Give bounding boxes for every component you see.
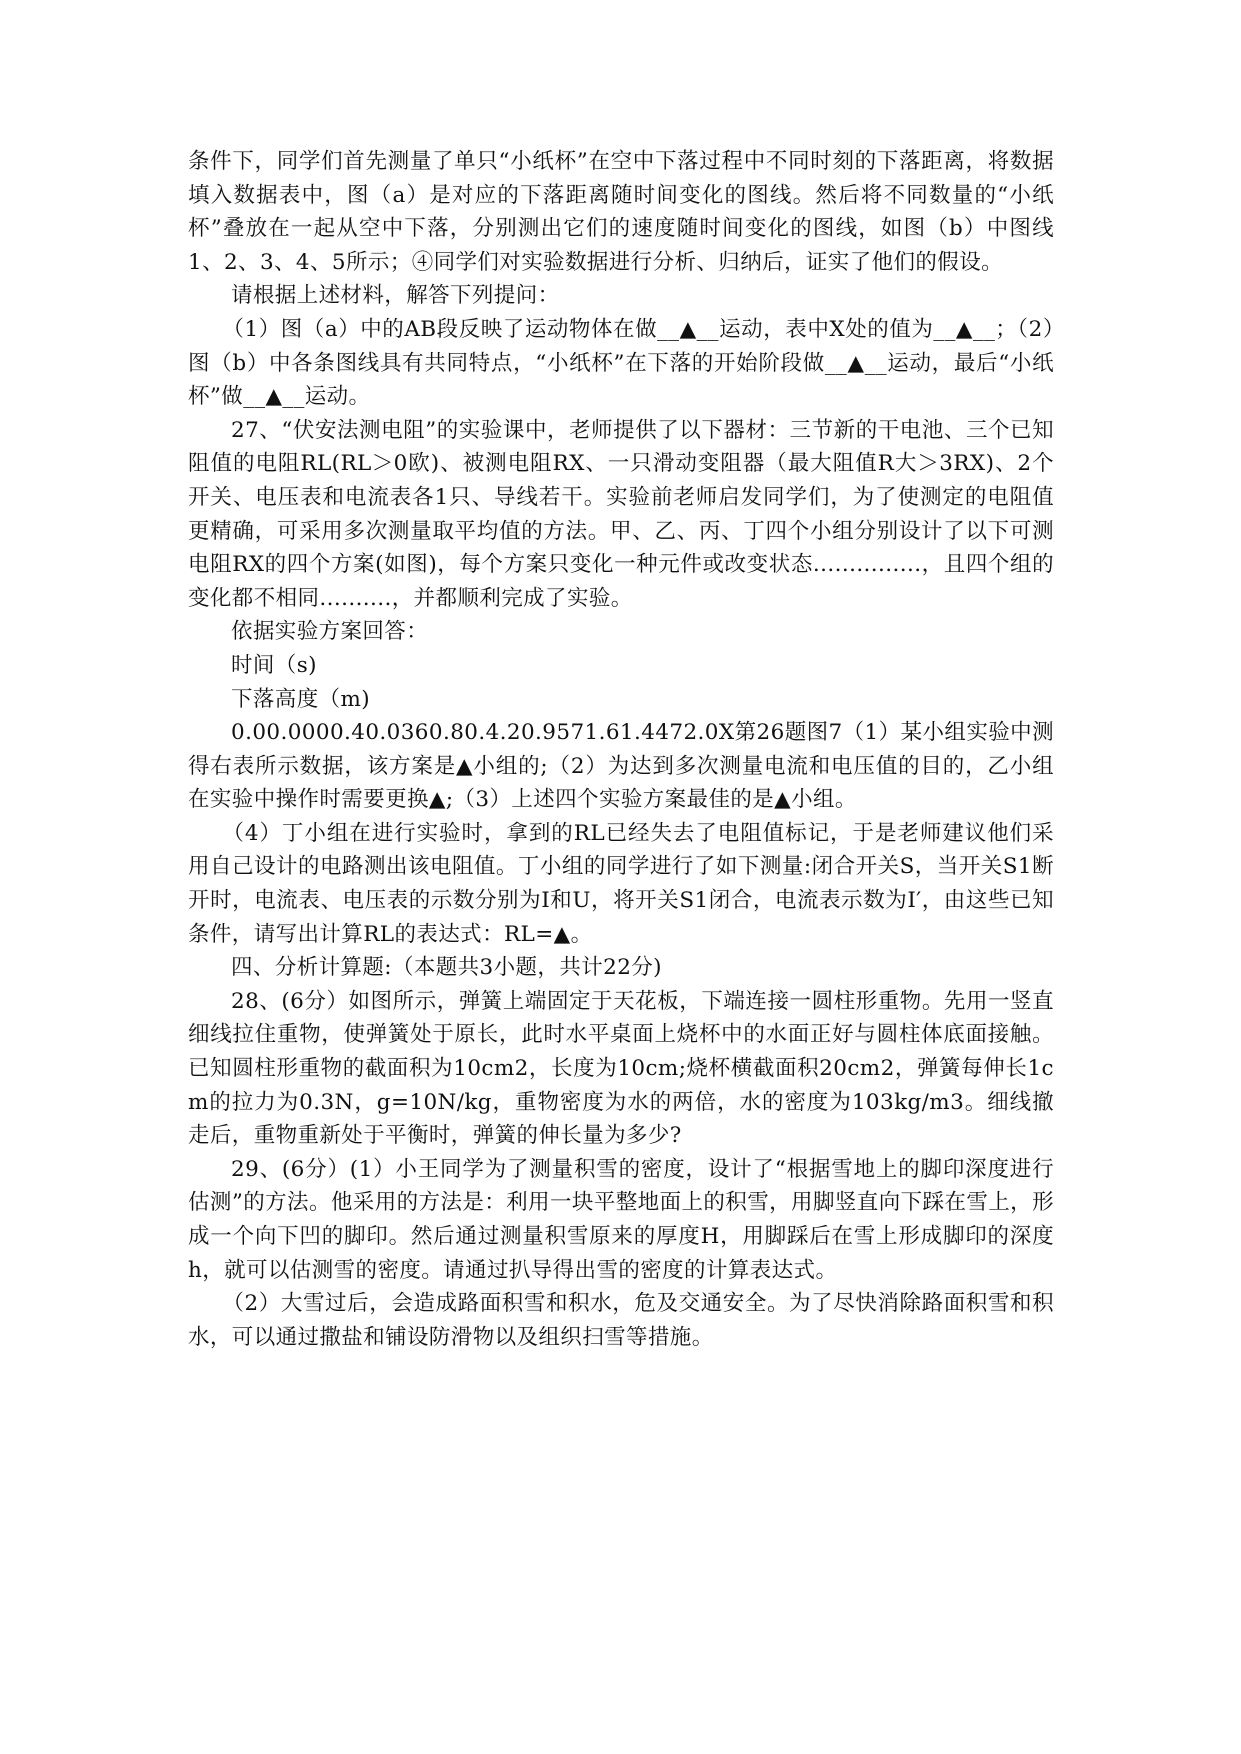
paragraph-question-29-part-1: 29、(6分）(1）小王同学为了测量积雪的密度，设计了“根据雪地上的脚印深度进行估测”的方法。他采用的方法是：利用一块平整地面上的积雪，用脚竖直向下踩在雪上，形成一个向下凹的脚印。然后通过测量积雪原来的厚度H，用脚踩后在雪上形成脚印的深度h，就可以估测雪的密度。请通过扒导得出雪的密度的计算表达式。 — [188, 1156, 1054, 1283]
paragraph-question-29-part-2: （2）大雪过后，会造成路面积雪和积水，危及交通安全。为了尽快消除路面积雪和积水，可以通过撒盐和铺设防滑物以及组织扫雪等措施。 — [188, 1291, 1054, 1350]
paragraph-table-data-and-subquestions: 0.00.0000.40.0360.80.4.20.9571.61.4472.0X第26题图7（1）某小组实验中测得右表所示数据，该方案是▲小组的;（2）为达到多次测量电流和电压值的目的，乙小组在实验中操作时需要更换▲;（3）上述四个实验方案最佳的是▲小组。 — [188, 720, 1054, 813]
section-heading-calculation: 四、分析计算题:（本题共3小题，共计22分) — [231, 955, 662, 981]
paragraph-question-27: 27、“伏安法测电阻”的实验课中，老师提供了以下器材：三节新的干电池、三个已知阻值的电阻RL(RL＞0欧)、被测电阻RX、一只滑动变阻器（最大阻值R大＞3RX)、2个开关、电压表和电流表各1只、导线若干。实验前老师启发同学们，为了使测定的电阻值更精确，可采用多次测量取平均值的方法。甲、乙、丙、丁四个小组分别设计了以下可测电阻RX的四个方案(如图)，每个方案只变化一种元件或改变状态...............，且四个组的变化都不相同..........，并都顺利完成了实验。 — [188, 417, 1054, 611]
paragraph-question-26: （1）图（a）中的AB段反映了运动物体在做__▲__运动，表中X处的值为__▲__；（2）图（b）中各条图线具有共同特点，“小纸杯”在下落的开始阶段做__▲__运动，最后“小纸杯”做__▲__运动。 — [188, 316, 1054, 410]
paragraph-table-header-time: 时间（s) — [231, 652, 317, 678]
paragraph-question-prompt: 请根据上述材料，解答下列提问： — [231, 283, 560, 309]
document-page — [188, 145, 1054, 1354]
paragraph-experiment-procedure: 条件下，同学们首先测量了单只“小纸杯”在空中下落过程中不同时刻的下落距离，将数据填入数据表中，图（a）是对应的下落距离随时间变化的图线。然后将不同数量的“小纸杯”叠放在一起从空中下落，分别测出它们的速度随时间变化的图线，如图（b）中图线1、2、3、4、5所示；④同学们对实验数据进行分析、归纳后，证实了他们的假设。 — [188, 149, 1054, 275]
paragraph-table-header-height: 下落高度（m) — [231, 686, 371, 712]
paragraph-answer-prompt: 依据实验方案回答： — [231, 619, 429, 645]
paragraph-subquestion-4: （4）丁小组在进行实验时，拿到的RL已经失去了电阻值标记，于是老师建议他们采用自己设计的电路测出该电阻值。丁小组的同学进行了如下测量:闭合开关S，当开关S1断开时，电流表、电压表的示数分别为I和U，将开关S1闭合，电流表示数为I′，由这些已知条件，请写出计算RL的表达式：RL=▲。 — [188, 820, 1054, 947]
paragraph-question-28: 28、(6分）如图所示，弹簧上端固定于天花板，下端连接一圆柱形重物。先用一竖直细线拉住重物，使弹簧处于原长，此时水平桌面上烧杯中的水面正好与圆柱体底面接触。已知圆柱形重物的截面积为10cm2，长度为10cm;烧杯横截面积20cm2，弹簧每伸长1cm的拉力为0.3N，g=10N/kg，重物密度为水的两倍，水的密度为103kg/m3。细线撤走后，重物重新处于平衡时，弹簧的伸长量为多少? — [188, 988, 1054, 1149]
